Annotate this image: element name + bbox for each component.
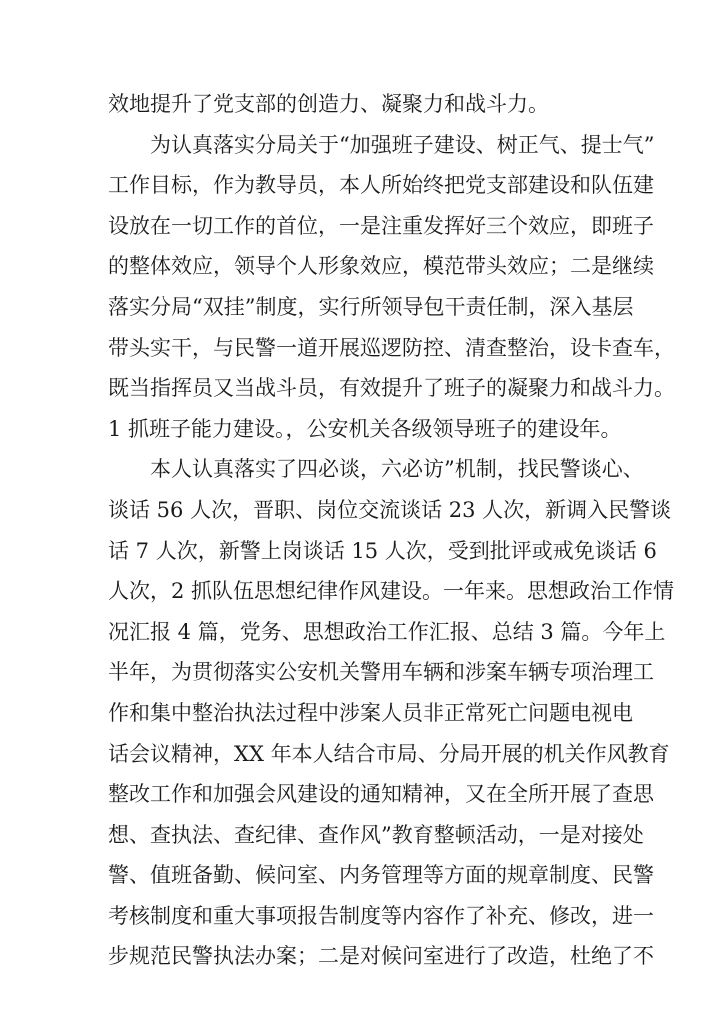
text-line: 想、查执法、查纪律、查作风”教育整顿活动，一是对接处: [108, 822, 644, 847]
text-line: 人次，2 抓队伍思想纪律作风建设。一年来。思想政治工作情: [108, 579, 675, 604]
text-line: 带头实干，与民警一道开展巡逻防控、清查整治，设卡查车，: [108, 335, 675, 360]
paragraph-start-line: 本人认真落实了四必谈，六必访”机制，找民警谈心、: [150, 457, 644, 482]
text-line: 工作目标，作为教导员，本人所始终把党支部建设和队伍建: [108, 173, 654, 198]
text-line: 的整体效应，领导个人形象效应，模范带头效应；二是继续: [108, 254, 654, 279]
text-line: 话会议精神，XX 年本人结合市局、分局开展的机关作风教育: [108, 741, 670, 766]
text-line: 话 7 人次，新警上岗谈话 15 人次，受到批评或戒免谈话 6: [108, 538, 657, 563]
text-line: 1 抓班子能力建设。，公安机关各级领导班子的建设年。: [108, 416, 622, 441]
paragraph-start-line: 为认真落实分局关于“加强班子建设、树正气、提士气”: [150, 132, 655, 157]
text-line: 作和集中整治执法过程中涉案人员非正常死亡问题电视电: [108, 700, 633, 725]
text-line: 整改工作和加强会风建设的通知精神，又在全所开展了查思: [108, 782, 654, 807]
text-line: 谈话 56 人次，晋职、岗位交流谈话 23 人次，新调入民警谈: [108, 497, 672, 522]
text-line: 落实分局“双挂”制度，实行所领导包干责任制，深入基层: [108, 294, 634, 319]
text-line: 半年，为贯彻落实公安机关警用车辆和涉案车辆专项治理工: [108, 660, 654, 685]
text-line: 效地提升了党支部的创造力、凝聚力和战斗力。: [108, 92, 549, 116]
text-line: 设放在一切工作的首位，一是注重发挥好三个效应，即班子: [108, 213, 654, 238]
text-line: 步规范民警执法办案；二是对候问室进行了改造，杜绝了不: [108, 944, 654, 969]
body-text: [108, 84, 675, 977]
text-line: 考核制度和重大事项报告制度等内容作了补充、修改，进一: [108, 903, 654, 928]
text-line: 既当指挥员又当战斗员，有效提升了班子的凝聚力和战斗力。: [108, 376, 675, 401]
text-line: 警、值班备勤、候问室、内务管理等方面的规章制度、民警: [108, 863, 654, 888]
text-line: 况汇报 4 篇，党务、思想政治工作汇报、总结 3 篇。今年上: [108, 619, 666, 644]
